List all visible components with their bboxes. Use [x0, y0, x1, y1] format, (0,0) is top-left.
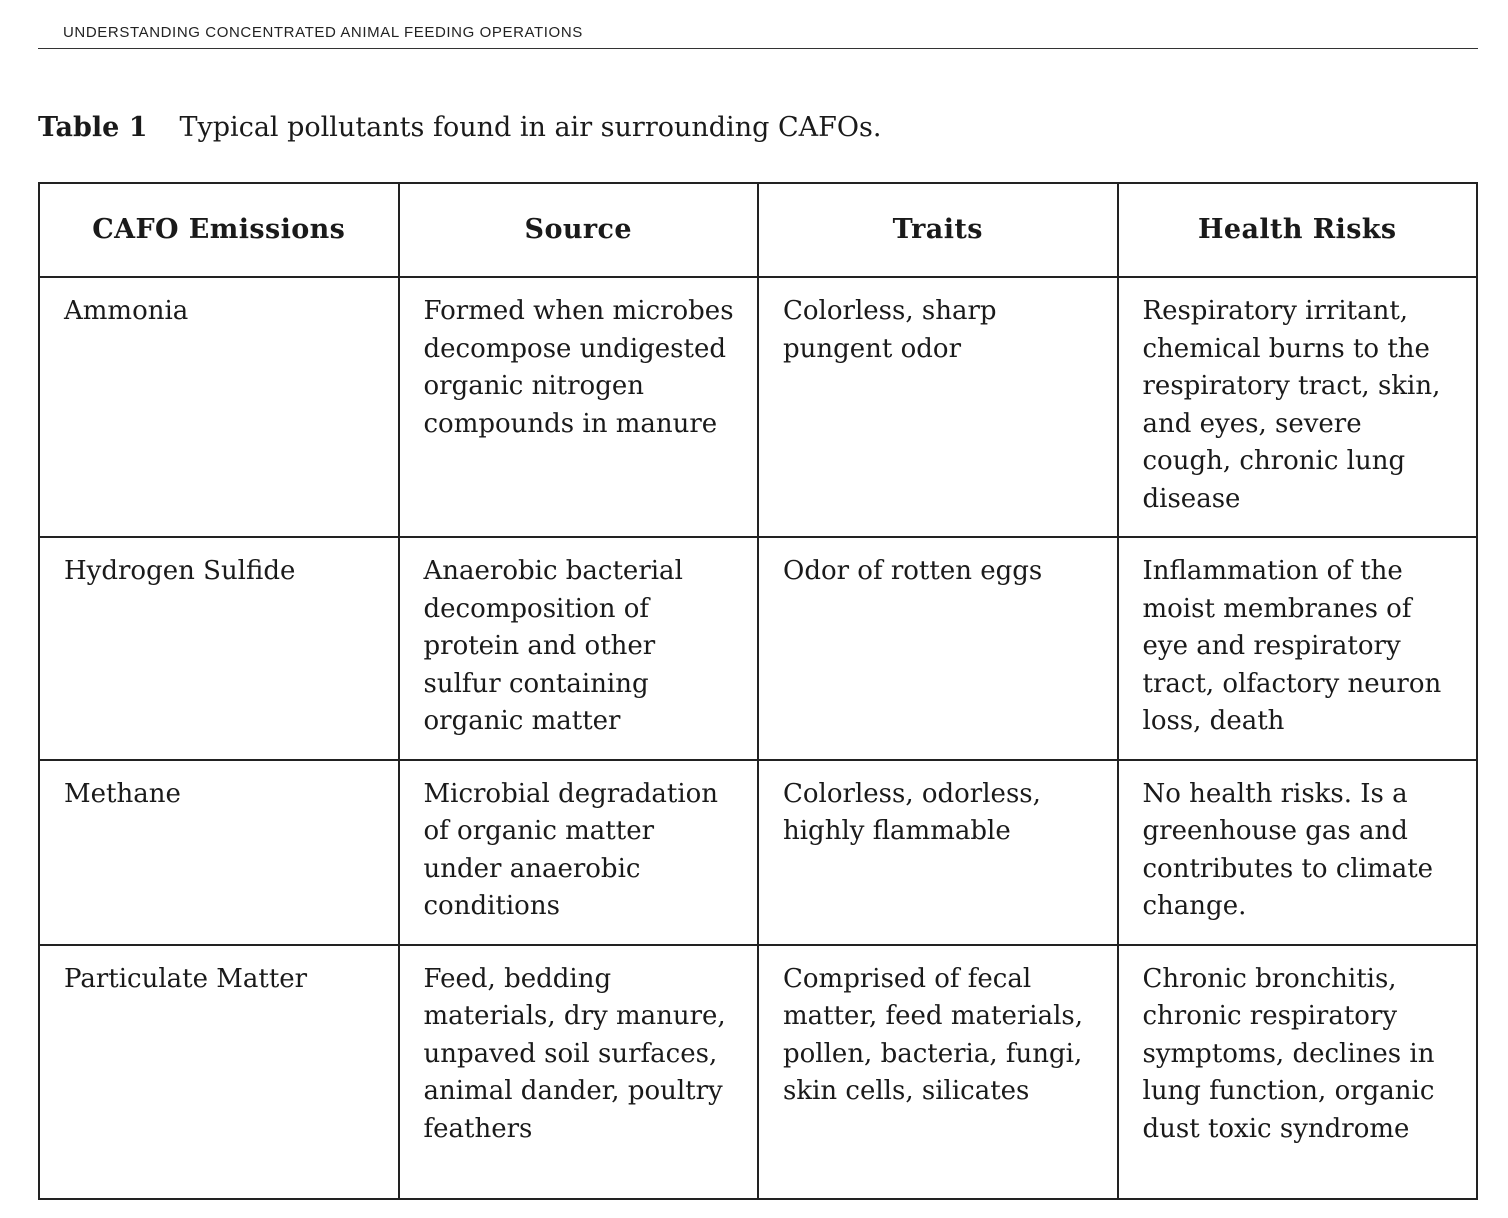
column-header-health-risks: Health Risks [1118, 183, 1478, 277]
cell-health-risks: Inflammation of the moist membranes of eye and respiratory tract, olfactory neuron loss, death [1118, 537, 1478, 760]
table-row [39, 760, 1477, 945]
table-row [39, 277, 1477, 537]
table-header-row [39, 183, 1477, 277]
column-header-source: Source [399, 183, 759, 277]
cell-traits: Colorless, odorless, highly flammable [758, 760, 1118, 945]
cell-health-risks: Chronic bronchitis, chronic respiratory symptoms, declines in lung function, organic dust toxic syndrome [1118, 945, 1478, 1199]
cell-health-risks: Respiratory irritant, chemical burns to the respiratory tract, skin, and eyes, severe cough, chronic lung disease [1118, 277, 1478, 537]
cell-source: Feed, bedding materials, dry manure, unpaved soil surfaces, animal dander, poultry feathers [399, 945, 759, 1199]
cell-traits: Odor of rotten eggs [758, 537, 1118, 760]
cell-traits: Colorless, sharp pungent odor [758, 277, 1118, 537]
cell-emission: Hydrogen Sulfide [39, 537, 399, 760]
cell-source: Formed when microbes decompose undigested organic nitrogen compounds in manure [399, 277, 759, 537]
cell-emission: Particulate Matter [39, 945, 399, 1199]
table-caption-text: Typical pollutants found in air surrounding CAFOs. [179, 112, 882, 143]
pollutants-table [38, 182, 1478, 1200]
running-header: UNDERSTANDING CONCENTRATED ANIMAL FEEDING OPERATIONS [63, 24, 583, 41]
cell-emission: Methane [39, 760, 399, 945]
cell-traits: Comprised of fecal matter, feed materials, pollen, bacteria, fungi, skin cells, silicates [758, 945, 1118, 1199]
cell-source: Microbial degradation of organic matter under anaerobic conditions [399, 760, 759, 945]
table-row [39, 537, 1477, 760]
cell-source: Anaerobic bacterial decomposition of protein and other sulfur containing organic matter [399, 537, 759, 760]
header-rule [38, 48, 1478, 49]
column-header-traits: Traits [758, 183, 1118, 277]
table-row [39, 945, 1477, 1199]
cell-health-risks: No health risks. Is a greenhouse gas and contributes to climate change. [1118, 760, 1478, 945]
cell-emission: Ammonia [39, 277, 399, 537]
column-header-emissions: CAFO Emissions [39, 183, 399, 277]
table-caption-label: Table 1 [38, 112, 148, 143]
table-caption [38, 112, 881, 143]
